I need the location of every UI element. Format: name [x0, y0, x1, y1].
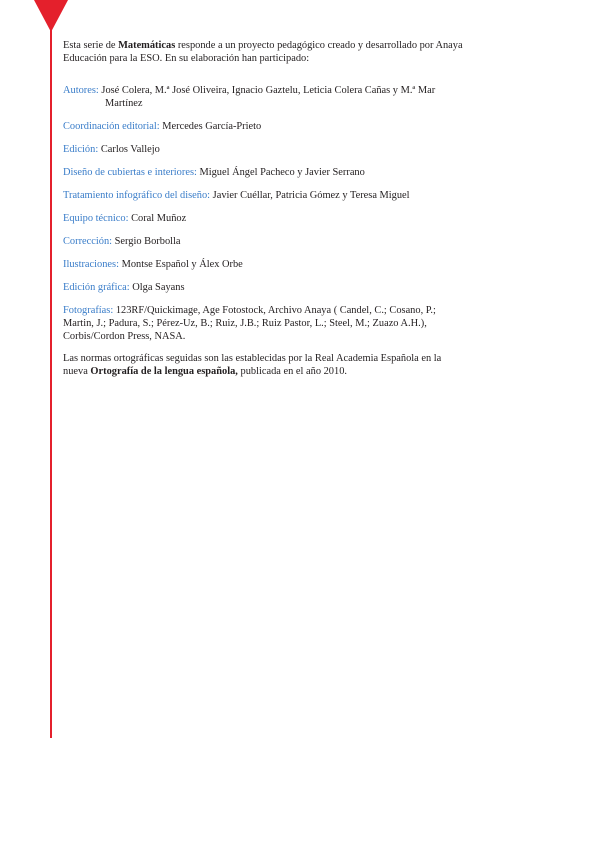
series-title: Matemáticas [118, 40, 176, 51]
credit-value: Olga Sayans [129, 282, 185, 293]
credit-label: Edición gráfica: [63, 282, 130, 293]
credit-value: José Colera, M.ª José Oliveira, Ignacio Gaztelu, Leticia Colera Cañas y M.ª Mar Martínez [98, 85, 436, 109]
credit-edicion-grafica [63, 281, 463, 294]
credit-value: Coral Muñoz [128, 213, 187, 224]
credit-label: Ilustraciones: [63, 259, 119, 270]
credit-label: Autores: [63, 85, 99, 96]
credit-edicion [63, 143, 463, 156]
orthography-note [63, 352, 463, 378]
credit-fotografias [63, 304, 463, 343]
credit-value: Javier Cuéllar, Patricia Gómez y Teresa Miguel [210, 190, 410, 201]
credit-value: 123RF/Quickimage, Age Fotostock, Archivo Anaya ( Candel, C.; Cosano, P.; Martin, J.; Padura, S.; Pérez-Uz, B.; Ruiz, J.B.; Ruiz Pastor, L.; Steel, M.; Zuazo A.H.), Corbis/Cordon Press, NASA. [63, 305, 436, 342]
credit-value: Carlos Vallejo [98, 144, 160, 155]
intro-text-start: Esta serie de [63, 40, 119, 51]
credits-page-content [63, 39, 463, 378]
credit-equipo [63, 212, 463, 225]
credit-label: Tratamiento infográfico del diseño: [63, 190, 211, 201]
credit-label: Edición: [63, 144, 99, 155]
credit-coordinacion [63, 120, 463, 133]
credit-autores [63, 84, 463, 110]
credit-label: Fotografías: [63, 305, 114, 316]
credit-value: Mercedes García-Prieto [159, 121, 262, 132]
credit-correccion [63, 235, 463, 248]
credit-value: Miguel Ángel Pacheco y Javier Serrano [196, 167, 365, 178]
credit-ilustraciones [63, 258, 463, 271]
credit-label: Coordinación editorial: [63, 121, 160, 132]
credit-value: Sergio Borbolla [112, 236, 181, 247]
credit-label: Equipo técnico: [63, 213, 129, 224]
margin-rule-line [50, 30, 52, 738]
corner-triangle-marker [34, 0, 68, 32]
intro-paragraph [63, 39, 463, 65]
note-text-end: publicada en el año 2010. [237, 366, 347, 377]
note-text-start: Las normas ortográficas seguidas son las establecidas por la Real Academia Española en la nueva [63, 353, 442, 377]
orthography-title: Ortografía de la lengua española, [90, 366, 238, 377]
credit-label: Corrección: [63, 236, 113, 247]
credit-value: Montse Español y Álex Orbe [118, 259, 243, 270]
credit-diseno [63, 166, 463, 179]
credit-tratamiento [63, 189, 463, 202]
intro-text-end: responde a un proyecto pedagógico creado y desarrollado por Anaya Educación para la ESO. En su elaboración han participado: [63, 40, 463, 64]
credit-label: Diseño de cubiertas e interiores: [63, 167, 197, 178]
